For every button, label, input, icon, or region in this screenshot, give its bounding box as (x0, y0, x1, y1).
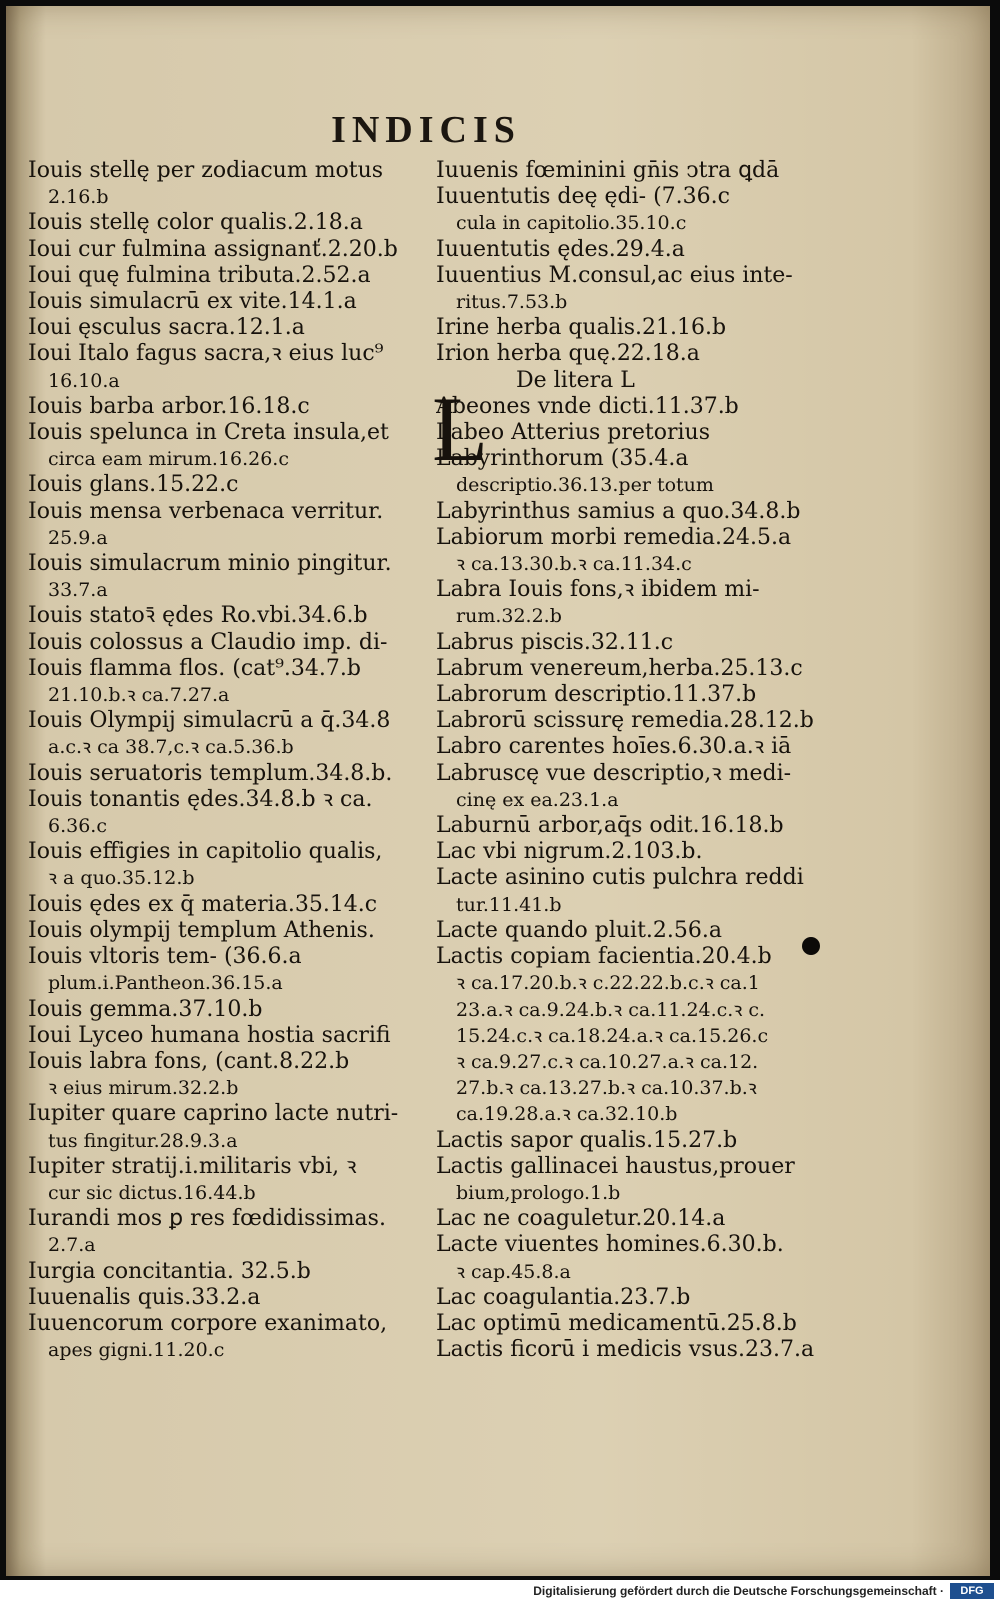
index-entry: ꝛ ca.13.30.b.ꝛ ca.11.34.c (456, 553, 692, 576)
index-entry: a.c.ꝛ ca 38.7,c.ꝛ ca.5.36.b (48, 736, 294, 759)
index-entry: Iuuenis fœminini gn̄is ↄtra ꝗdā (436, 158, 780, 183)
index-entry: Lac vbi nigrum.2.103.b. (436, 839, 703, 865)
index-entry: ꝛ cap.45.8.a (456, 1260, 571, 1283)
index-entry: Iouis ędes ex q̄ materia.35.14.c (28, 891, 378, 917)
drop-cap: L (432, 378, 489, 480)
index-entry: ꝛ eius mirum.32.2.b (48, 1077, 239, 1100)
index-entry: Iouis colossus a Claudio imp. di- (28, 629, 388, 655)
index-entry: Iouis effigies in capitolio qualis, (28, 839, 383, 865)
index-entry: Iouis simulacrum minio pingitur. (28, 551, 392, 577)
index-entry: Iouis glans.15.22.c (28, 472, 239, 498)
index-entry: Iuuentius M.consul,ac eius inte- (436, 262, 793, 288)
index-entry: Lacte quando pluit.2.56.a (436, 917, 723, 943)
running-head: INDICIS (331, 109, 521, 151)
index-entry: Iuuentutis deę ędi- (7.36.c (436, 184, 730, 210)
index-entry: Iuuentutis ędes.29.4.a (436, 236, 685, 262)
index-entry: Labiorum morbi remedia.24.5.a (436, 524, 792, 550)
index-entry: ꝛ ca.17.20.b.ꝛ c.22.22.b.c.ꝛ ca.1 (456, 972, 760, 995)
index-entry: Lactis gallinacei haustus,prouer (436, 1153, 795, 1179)
index-entry: ca.19.28.a.ꝛ ca.32.10.b (456, 1103, 678, 1126)
index-entry: 25.9.a (48, 526, 108, 549)
index-entry: Irine herba qualis.21.16.b (436, 315, 727, 341)
index-entry: apes gigni.11.20.c (48, 1339, 225, 1362)
index-entry: Iurandi mos ꝑ res fœdidissimas. (28, 1206, 386, 1232)
index-entry: circa eam mirum.16.26.c (48, 448, 289, 471)
index-entry: ritus.7.53.b (456, 291, 568, 314)
index-entry: Iouis stellę color qualis.2.18.a (28, 210, 363, 236)
index-entry: cur sic dictus.16.44.b (48, 1181, 256, 1204)
index-entry: 16.10.a (48, 369, 120, 392)
index-entry: Iouis stellę per zodiacum motus (28, 158, 384, 183)
index-entry: Iouis tonantis ędes.34.8.b ꝛ ca. (28, 786, 373, 812)
index-entry: Labro carentes hoīes.6.30.a.ꝛ iā (436, 734, 792, 760)
index-entry: 33.7.a (48, 579, 108, 602)
index-entry: Labyrinthorum (35.4.a (436, 446, 689, 472)
index-entry: Iupiter stratij.i.militaris vbi, ꝛ (28, 1153, 357, 1179)
index-entry: Labruscę vue descriptio,ꝛ medi- (436, 760, 792, 786)
index-entry: Labeo Atterius pretorius (436, 420, 710, 446)
index-entry: Labrorū scissurę remedia.28.12.b (436, 708, 814, 734)
index-entry: Lac coagulantia.23.7.b (436, 1284, 691, 1310)
index-entry: cinę ex ea.23.1.a (456, 788, 619, 811)
index-entry: 6.36.c (48, 815, 107, 838)
index-entry: Ioui cur fulmina assignanť.2.20.b (28, 236, 398, 262)
index-entry: Labrorum descriptio.11.37.b (436, 682, 757, 708)
index-entry: 2.7.a (48, 1234, 96, 1257)
index-entry: Iurgia concitantia. 32.5.b (28, 1258, 311, 1284)
index-entry: ꝛ ca.9.27.c.ꝛ ca.10.27.a.ꝛ ca.12. (456, 1050, 759, 1073)
index-entry: Iouis simulacrū ex vite.14.1.a (28, 289, 357, 315)
index-entry: 15.24.c.ꝛ ca.18.24.a.ꝛ ca.15.26.c (456, 1024, 769, 1047)
index-entry: ꝛ a quo.35.12.b (48, 867, 195, 890)
index-entry: Ioui Italo fagus sacra,ꝛ eius luc⁹ (28, 341, 384, 367)
footer-bar (0, 1580, 1000, 1604)
index-entry: bium,prologo.1.b (456, 1181, 621, 1204)
index-entry: Iouis barba arbor.16.18.c (28, 393, 310, 419)
footer-credit: Digitalisierung gefördert durch die Deutsche Forschungsgemeinschaft · (533, 1584, 944, 1598)
index-column-right (436, 158, 836, 1363)
index-entry: Laburnū arbor,aq̄s odit.16.18.b (436, 813, 784, 839)
index-entry: Lac ne coaguletur.20.14.a (436, 1206, 726, 1232)
index-column-left (28, 158, 423, 1363)
index-entry: Lactis sapor qualis.15.27.b (436, 1127, 738, 1153)
index-entry: rum.32.2.b (456, 605, 562, 628)
index-entry: cula in capitolio.35.10.c (456, 212, 687, 235)
index-entry: Ioui Lyceo humana hostia sacrifi (28, 1022, 391, 1048)
index-entry: tur.11.41.b (456, 893, 562, 916)
index-entry: plum.i.Pantheon.36.15.a (48, 972, 283, 995)
book-page (6, 6, 990, 1576)
index-entry: Labrum venereum,herba.25.13.c (436, 655, 803, 681)
index-entry: Iouis seruatoris templum.34.8.b. (28, 760, 393, 786)
index-entry: Lacte asinino cutis pulchra reddi (436, 865, 804, 891)
index-entry: Iuuencorum corpore exanimato, (28, 1310, 388, 1336)
index-entry: Labyrinthus samius a quo.34.8.b (436, 498, 801, 524)
dfg-logo: DFG (950, 1583, 994, 1599)
index-entry: Lactis ficorū i medicis vsus.23.7.a (436, 1337, 815, 1363)
index-entry: Irion herba quę.22.18.a (436, 341, 700, 367)
index-entry: 23.a.ꝛ ca.9.24.b.ꝛ ca.11.24.c.ꝛ c. (456, 998, 766, 1021)
index-entry: 27.b.ꝛ ca.13.27.b.ꝛ ca.10.37.b.ꝛ (456, 1077, 757, 1100)
index-entry: Labra Iouis fons,ꝛ ibidem mi- (436, 577, 760, 603)
index-entry: Abeones vnde dicti.11.37.b (436, 393, 739, 419)
index-entry: Iouis olympij templum Athenis. (28, 917, 375, 943)
index-entry: Iupiter quare caprino lacte nutri- (28, 1101, 399, 1127)
index-entry: Lac optimū medicamentū.25.8.b (436, 1310, 797, 1336)
index-entry: Iouis labra fons, (cant.8.22.b (28, 1048, 350, 1074)
index-entry: Iouis Olympij simulacrū a q̄.34.8 (28, 708, 391, 734)
index-entry: Iouis vltoris tem- (36.6.a (28, 944, 302, 970)
index-entry: Iouis mensa verbenaca verritur. (28, 498, 384, 524)
index-entry: Iouis statoꝛ̄ ędes Ro.vbi.34.6.b (28, 603, 368, 629)
ink-blot (802, 937, 820, 955)
index-entry: descriptio.36.13.per totum (456, 474, 714, 497)
index-entry: Iouis flamma flos. (cat⁹.34.7.b (28, 655, 361, 681)
index-entry: 21.10.b.ꝛ ca.7.27.a (48, 684, 230, 707)
index-entry: Ioui ęsculus sacra.12.1.a (28, 315, 305, 341)
index-entry: Ioui quę fulmina tributa.2.52.a (28, 262, 371, 288)
index-entry: Lacte viuentes homines.6.30.b. (436, 1232, 784, 1258)
index-entry: Lactis copiam facientia.20.4.b (436, 944, 772, 970)
index-entry: tus fingitur.28.9.3.a (48, 1129, 238, 1152)
index-entry: Labrus piscis.32.11.c (436, 629, 674, 655)
index-entry: De litera L (516, 367, 635, 393)
index-entry: Iuuenalis quis.33.2.a (28, 1284, 261, 1310)
index-entry: 2.16.b (48, 186, 109, 209)
index-entry: Iouis spelunca in Creta insula,et (28, 420, 389, 446)
index-entry: Iouis gemma.37.10.b (28, 996, 263, 1022)
